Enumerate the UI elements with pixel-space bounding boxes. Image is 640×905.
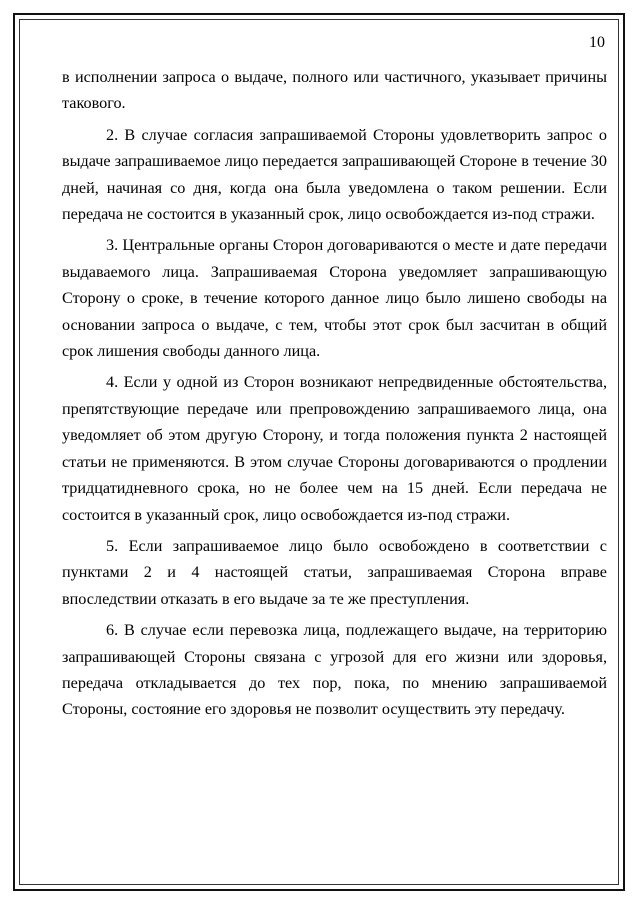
paragraph-6: 6. В случае если перевозка лица, подлежащего выдаче, на территорию запрашивающей Стороны связана с угрозой для его жизни или здоровья, передача откладывается до тех пор, пока, по мнению запрашиваемой Стороны, состояние его здоровья не позволит осуществить эту передачу. xyxy=(62,621,607,719)
document-body xyxy=(62,64,607,728)
paragraph-2: 2. В случае согласия запрашиваемой Стороны удовлетворить запрос о выдаче запрашиваемое лицо передается запрашивающей Стороне в течение 30 дней, начиная со дня, когда она была уведомлена о таком решении. Если передача не состоится в указанный срок, лицо освобождается из-под стражи. xyxy=(62,125,607,224)
paragraph-3: 3. Центральные органы Сторон договариваются о месте и дате передачи выдаваемого лица. Запрашиваемая Сторона уведомляет запрашивающую Сторону о сроке, в течение которого данное лицо было лишено свободы на основании запроса о выдаче, с тем, чтобы этот срок был засчитан в общий срок лишения свободы данного лица. xyxy=(62,236,607,361)
paragraph-4: 4. Если у одной из Сторон возникают непредвиденные обстоятельства, препятствующие передаче или препровождению запрашиваемого лица, она уведомляет об этом другую Сторону, и тогда положения пункта 2 настоящей статьи не применяются. В этом случае Стороны договариваются о продлении тридцатидневного срока, но не более чем на 15 дней. Если передача не состоится в указанный срок, лицо освобождается из-под стражи. xyxy=(62,373,607,524)
page-number: 10 xyxy=(589,34,605,51)
paragraph-5: 5. Если запрашиваемое лицо было освобождено в соответствии с пунктами 2 и 4 настоящей статьи, запрашиваемая Сторона вправе впоследствии отказать в его выдаче за те же преступления. xyxy=(62,536,607,608)
paragraph-continuation: в исполнении запроса о выдаче, полного или частичного, указывает причины такового. xyxy=(62,68,607,113)
